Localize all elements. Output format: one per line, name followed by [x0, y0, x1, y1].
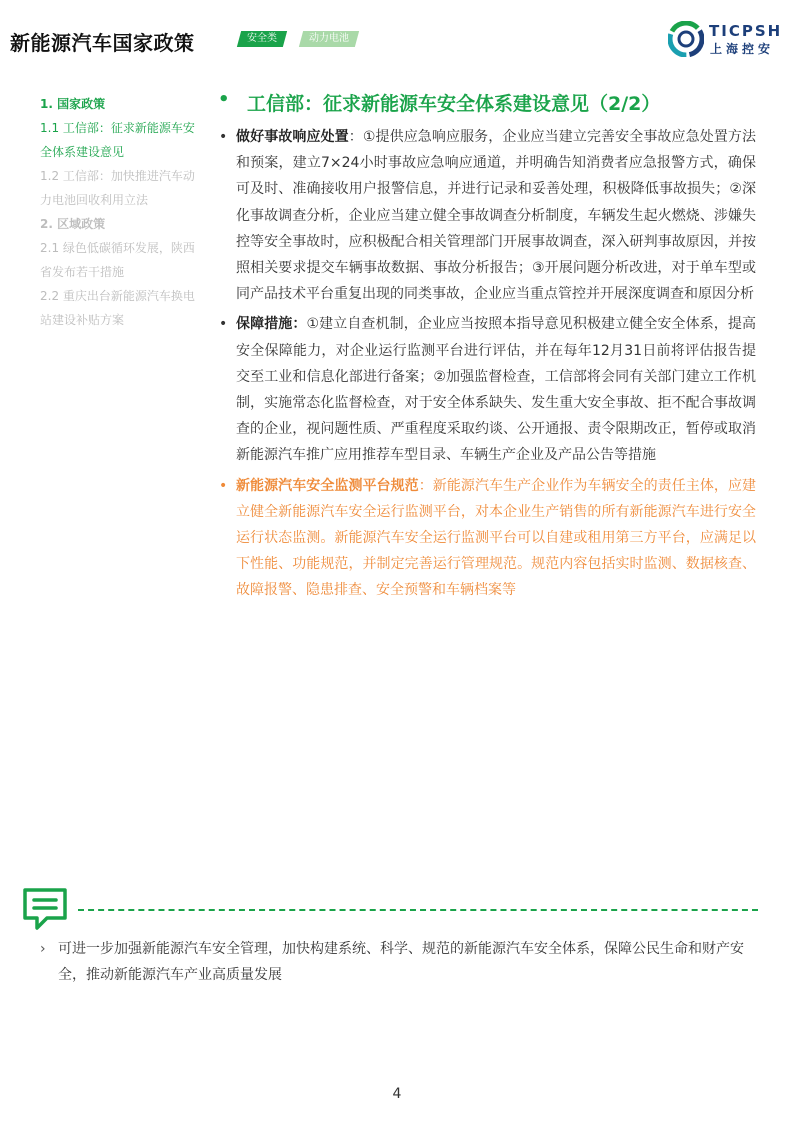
paragraph-heading: 新能源汽车安全监测平台规范 — [236, 477, 419, 494]
sidebar-item-national-policy[interactable]: 1. 国家政策 — [40, 97, 106, 111]
sidebar-nav — [40, 92, 200, 332]
logo-swirl-icon — [668, 21, 704, 57]
paragraph-heading: 保障措施： — [236, 316, 307, 333]
paragraph-text: ①建立自查机制，企业应当按照本指导意见积极建立健全安全体系，提高安全保障能力，对企业运行监测平台进行评估，并在每年12月31日前将评估报告提交至工业和信息化部进行备案；②加强监督检查，工信部将会同有关部门建立工作机制，实施常态化监督检查，对于安全体系缺失、发生重大安全事故、拒不配合事故调查的企业，视问题性质、严重程度采取约谈、公开通报、责令限期改正，暂停或取消新能源汽车推广应用推荐车型目录、车辆生产企业及产品公告等措施 — [236, 316, 756, 464]
sidebar-item-regional-policy[interactable]: 2. 区域政策 — [40, 217, 106, 231]
paragraph-safeguards — [218, 311, 756, 468]
bullet-icon: • — [219, 477, 228, 494]
section-title: • 工信部：征求新能源车安全体系建设意见（2/2） — [218, 89, 661, 115]
main-content — [218, 88, 756, 604]
paragraph-heading: 做好事故响应处置 — [236, 129, 349, 145]
comment-icon — [21, 886, 69, 932]
tag-safety: 安全类 — [237, 31, 287, 47]
paragraph-text: ：新能源汽车生产企业作为车辆安全的责任主体，应建立健全新能源汽车安全运行监测平台，对本企业生产销售的所有新能源汽车进行安全运行状态监测。新能源汽车安全运行监测平台可以自建或租用第三方平台，应满足以下性能、功能规范，并制定完善运行管理规范。规范内容包括实时监测、数据核查、故障报警、隐患排查、安全预警和车辆档案等 — [236, 477, 757, 599]
summary-block — [40, 936, 756, 988]
paragraph-monitoring-platform — [218, 473, 756, 604]
logo-text-en: TICPSH — [709, 22, 783, 40]
page-number: 4 — [392, 1086, 402, 1102]
tag-battery: 动力电池 — [299, 31, 359, 47]
sidebar-item-miit-safety[interactable]: 1.1 工信部：征求新能源车安全体系建设意见 — [40, 121, 195, 159]
page-title: 新能源汽车国家政策 — [10, 31, 195, 55]
logo-text-cn: 上海控安 — [710, 42, 775, 56]
paragraph-incident-response — [218, 124, 756, 307]
sidebar-item-chongqing[interactable]: 2.2 重庆出台新能源汽车换电站建设补贴方案 — [40, 289, 195, 327]
summary-text: 可进一步加强新能源汽车安全管理，加快构建系统、科学、规范的新能源汽车安全体系，保障公民生命和财产安全，推动新能源汽车产业高质量发展 — [58, 941, 744, 983]
company-logo — [668, 21, 788, 57]
bullet-icon: • — [219, 316, 228, 333]
title-bullet-icon: • — [218, 89, 230, 110]
section-divider — [78, 909, 758, 911]
sidebar-item-miit-recycling[interactable]: 1.2 工信部：加快推进汽车动力电池回收利用立法 — [40, 169, 195, 207]
sidebar-item-shaanxi[interactable]: 2.1 绿色低碳循环发展，陕西省发布若干措施 — [40, 241, 195, 279]
bullet-icon: • — [219, 129, 228, 145]
chevron-right-icon: › — [40, 941, 46, 957]
paragraph-text: ：①提供应急响应服务，企业应当建立完善安全事故应急处置方法和预案，建立7×24小时事故应急响应通道，并明确告知消费者应急报警方式，确保可及时、准确接收用户报警信息，并进行记录和妥善处理，积极降低事故损失；②深化事故调查分析，企业应当建立健全事故调查分析制度，车辆发生起火燃烧、涉嫌失控等安全事故时，应积极配合相关管理部门开展事故调查，深入研判事故原因，并按照相关要求提交车辆事故数据、事故分析报告；③开展问题分析改进，对于单车型或同产品技术平台重复出现的同类事故，企业应当重点管控并开展深度调查和原因分析 — [236, 129, 756, 303]
